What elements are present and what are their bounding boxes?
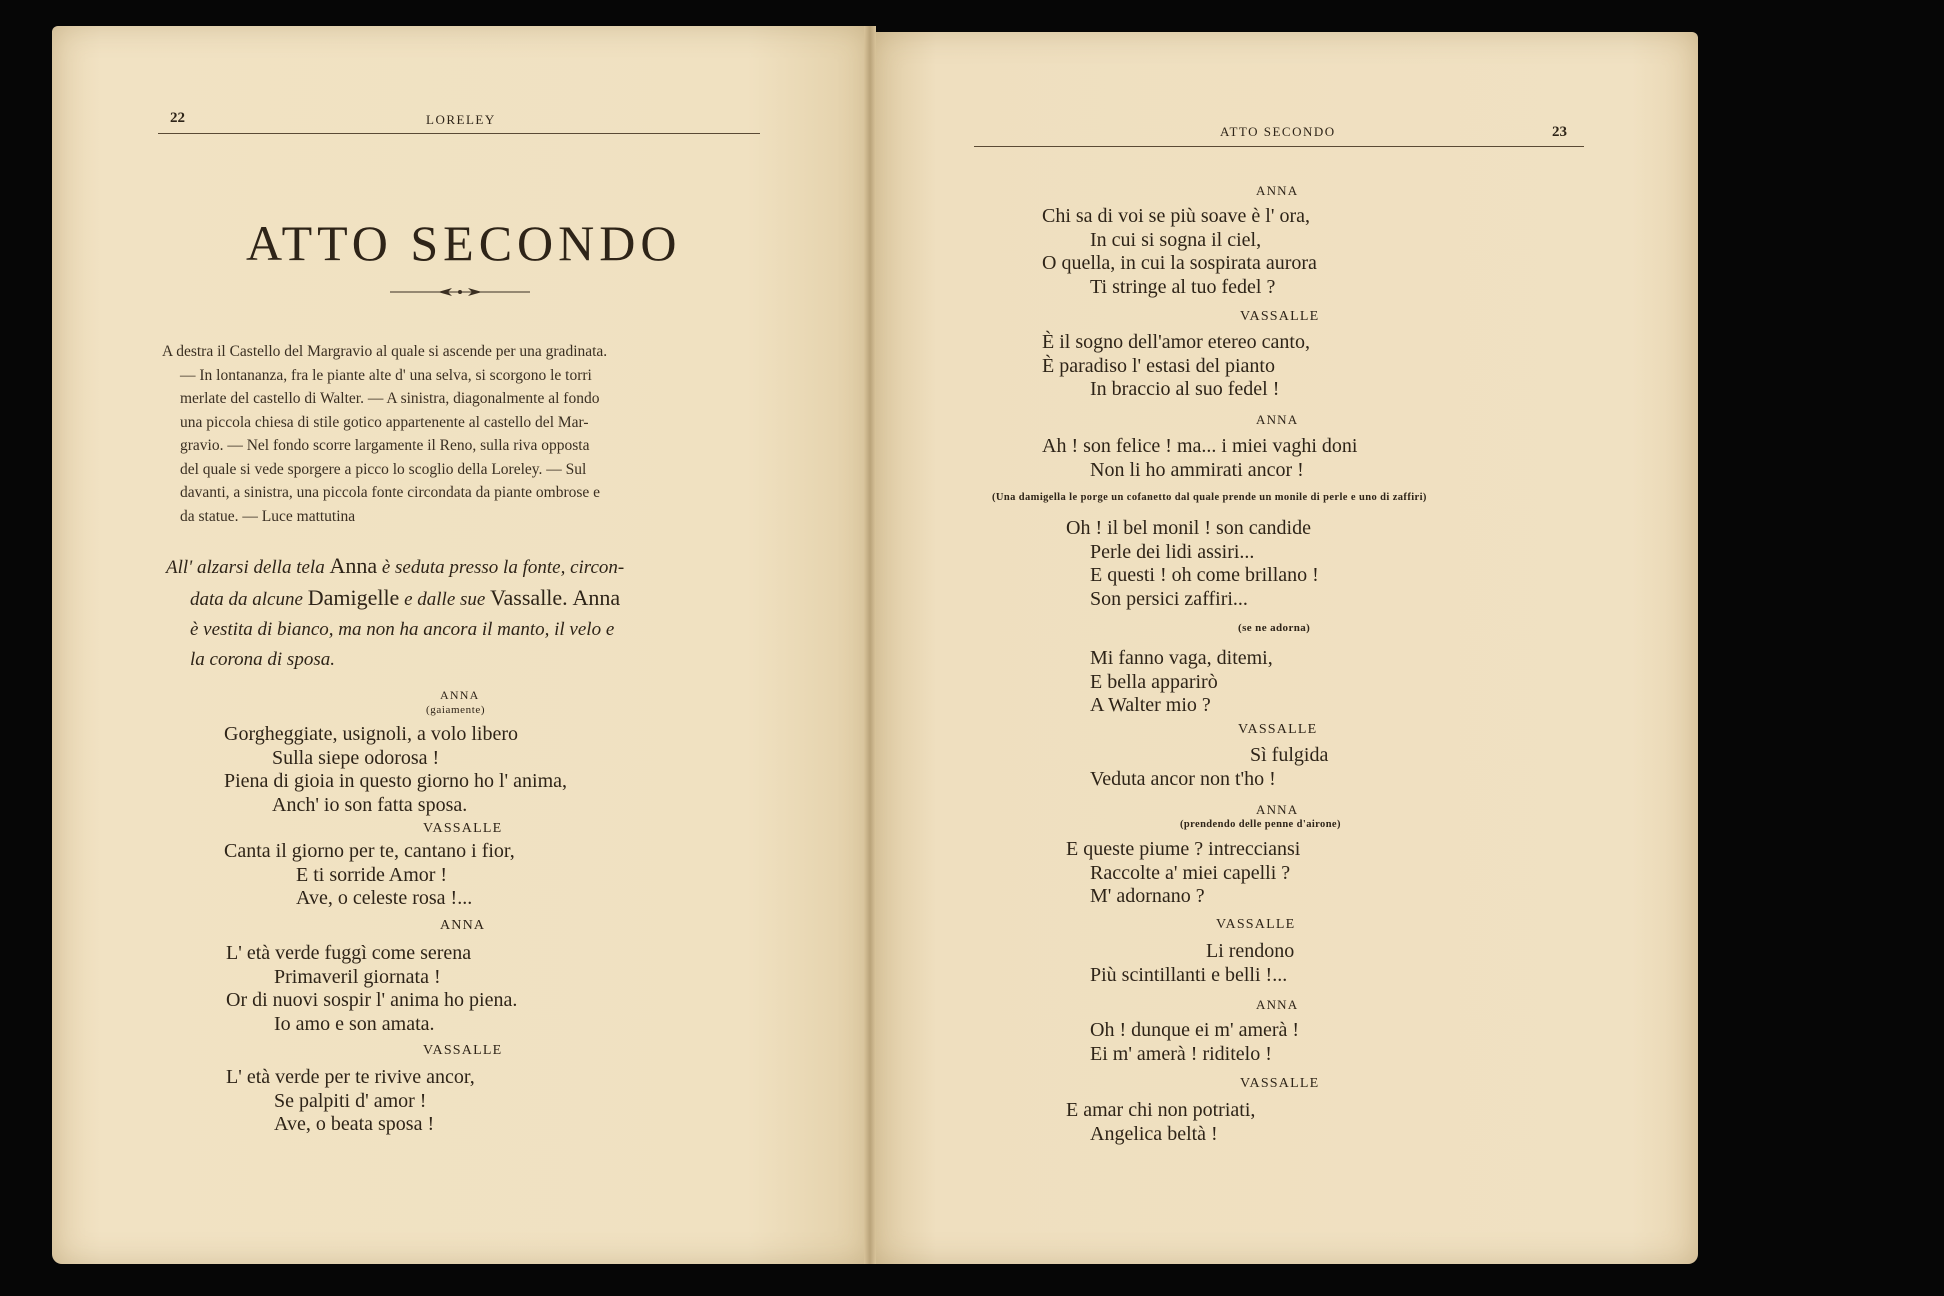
- verse-line: L' età verde fuggì come serena: [226, 942, 472, 964]
- stage-direction-line: da statue. — Luce mattutina: [180, 507, 356, 525]
- verse-block: [1090, 744, 1328, 791]
- verse-line: E ti sorride Amor !: [296, 863, 448, 886]
- stage-direction-line: — In lontananza, fra le piante alte d' una selva, si scorgono le torri: [180, 366, 592, 384]
- verse-line: Ave, o celeste rosa !...: [296, 887, 473, 909]
- verse-line: M' adornano ?: [1090, 885, 1205, 907]
- verse-line: Ave, o beata sposa !: [274, 1113, 435, 1135]
- verse-line: E queste piume ? intrecciansi: [1066, 838, 1301, 860]
- verse-block: [1042, 435, 1357, 482]
- speaker-label: ANNA: [440, 918, 486, 933]
- speaker-label: VASSALLE: [1216, 917, 1296, 932]
- verse-line: Oh ! il bel monil ! son candide: [1066, 517, 1311, 539]
- speaker-label: ANNA: [1256, 997, 1299, 1012]
- verse-line: Angelica beltà !: [1090, 1122, 1218, 1145]
- header-rule-right: [974, 146, 1584, 147]
- opening-line-1: [166, 551, 624, 583]
- opening-line-3: è vestita di bianco, ma non ha ancora il manto, il velo e: [190, 619, 615, 640]
- stage-direction-line: A destra il Castello del Margravio al quale si ascende per una gradinata.: [162, 343, 608, 360]
- verse-block: [226, 942, 517, 1036]
- stage-direction-line: una piccola chiesa di stile gotico appartenente al castello del Mar-: [180, 413, 589, 431]
- verse-block: [224, 840, 515, 911]
- verse-block: [1090, 940, 1294, 987]
- verse-block: [1066, 838, 1300, 909]
- opening-text: data da alcune: [190, 589, 303, 610]
- verse-line: Piena di gioia in questo giorno ho l' anima,: [224, 770, 567, 792]
- verse-line: Ah ! son felice ! ma... i miei vaghi doni: [1042, 435, 1358, 457]
- verse-line: Son persici zaffiri...: [1090, 587, 1248, 610]
- character-name: Anna: [572, 585, 621, 610]
- verse-line: E questi ! oh come brillano !: [1090, 564, 1319, 586]
- character-name: Anna: [329, 553, 378, 578]
- page-number-left: 22: [170, 110, 185, 126]
- verse-line: Se palpiti d' amor !: [274, 1089, 427, 1112]
- opening-line-2: [166, 583, 624, 615]
- verse-line: Io amo e son amata.: [274, 1012, 435, 1035]
- verse-line: Primaveril giornata !: [274, 965, 441, 988]
- stage-direction-small: (Una damigella le porge un cofanetto dal quale prende un monile di perle e uno di zaffiri): [992, 492, 1427, 503]
- verse-line: Veduta ancor non t'ho !: [1090, 767, 1276, 790]
- opening-line-4: la corona di sposa.: [190, 649, 335, 670]
- verse-block: [1066, 1099, 1255, 1146]
- verse-line: Chi sa di voi se più soave è l' ora,: [1042, 205, 1310, 227]
- header-rule-left: [158, 133, 760, 134]
- verse-block: [1042, 205, 1317, 299]
- verse-line: Oh ! dunque ei m' amerà !: [1090, 1019, 1300, 1041]
- verse-line: Ei m' amerà ! riditelo !: [1090, 1042, 1272, 1065]
- speaker-label: ANNA: [440, 688, 480, 702]
- stage-direction-small: (gaiamente): [426, 704, 486, 716]
- verse-block: [224, 723, 567, 817]
- verse-line: Perle dei lidi assiri...: [1090, 540, 1255, 563]
- verse-line: È paradiso l' estasi del pianto: [1042, 354, 1275, 377]
- verse-line: Li rendono: [1206, 940, 1295, 962]
- speaker-label: ANNA: [1256, 412, 1299, 427]
- verse-line: Sulla siepe odorosa !: [272, 746, 440, 769]
- verse-line: Canta il giorno per te, cantano i fior,: [224, 840, 515, 862]
- stage-direction-line: merlate del castello di Walter. — A sinistra, diagonalmente al fondo: [180, 390, 600, 407]
- verse-line: È il sogno dell'amor etereo canto,: [1042, 331, 1310, 353]
- verse-line: E amar chi non potriati,: [1066, 1099, 1256, 1121]
- character-name: Vassalle.: [490, 585, 568, 610]
- speaker-label: VASSALLE: [1238, 722, 1318, 737]
- speaker-label: VASSALLE: [1240, 309, 1320, 324]
- speaker-label: ANNA: [1256, 183, 1299, 198]
- speaker-label: VASSALLE: [1240, 1076, 1320, 1091]
- speaker-label: VASSALLE: [423, 821, 503, 836]
- verse-block: [1090, 1019, 1299, 1066]
- running-head-right: ATTO SECONDO: [1220, 124, 1336, 139]
- verse-line: O quella, in cui la sospirata aurora: [1042, 252, 1317, 274]
- verse-line: Or di nuovi sospir l' anima ho piena.: [226, 989, 518, 1011]
- verse-line: Sì fulgida: [1250, 744, 1329, 766]
- page-number-right: 23: [1552, 124, 1567, 140]
- verse-line: Non li ho ammirati ancor !: [1090, 458, 1304, 481]
- verse-block: [1042, 331, 1310, 402]
- verse-line: In braccio al suo fedel !: [1090, 378, 1280, 400]
- stage-direction-line: gravio. — Nel fondo scorre largamente il Reno, sulla riva opposta: [180, 437, 590, 454]
- stage-direction: [162, 340, 607, 528]
- verse-line: Raccolte a' miei capelli ?: [1090, 861, 1291, 884]
- character-name: Damigelle: [307, 585, 400, 610]
- running-head-left: LORELEY: [426, 112, 496, 127]
- verse-line: Gorgheggiate, usignoli, a volo libero: [224, 723, 519, 745]
- ornament-divider: [390, 284, 530, 300]
- act-title: ATTO SECONDO: [246, 215, 682, 271]
- verse-line: Mi fanno vaga, ditemi,: [1090, 647, 1273, 669]
- opening-direction: [166, 551, 624, 675]
- opening-text: All' alzarsi della tela: [166, 557, 325, 578]
- opening-text: e dalle sue: [404, 589, 486, 610]
- stage-direction-line: davanti, a sinistra, una piccola fonte circondata da piante ombrose e: [180, 484, 601, 501]
- verse-block: [1090, 647, 1273, 718]
- stage-direction-small: (prendendo delle penne d'airone): [1180, 819, 1341, 830]
- opening-text: è seduta presso la fonte, circon-: [381, 557, 625, 578]
- book-gutter: [864, 26, 876, 1264]
- stage-direction-line: del quale si vede sporgere a picco lo scoglio della Loreley. — Sul: [180, 460, 587, 478]
- verse-line: Più scintillanti e belli !...: [1090, 963, 1288, 986]
- speaker-label: ANNA: [1256, 802, 1299, 817]
- verse-line: In cui si sogna il ciel,: [1090, 228, 1262, 251]
- verse-line: Ti stringe al tuo fedel ?: [1090, 275, 1276, 298]
- verse-line: A Walter mio ?: [1090, 694, 1211, 716]
- verse-line: Anch' io son fatta sposa.: [272, 793, 468, 816]
- verse-block: [1066, 517, 1319, 611]
- verse-block: [226, 1066, 475, 1137]
- verse-line: L' età verde per te rivive ancor,: [226, 1066, 475, 1088]
- speaker-label: VASSALLE: [423, 1043, 503, 1058]
- stage-direction-small: (se ne adorna): [1238, 622, 1311, 634]
- verse-line: E bella apparirò: [1090, 670, 1218, 693]
